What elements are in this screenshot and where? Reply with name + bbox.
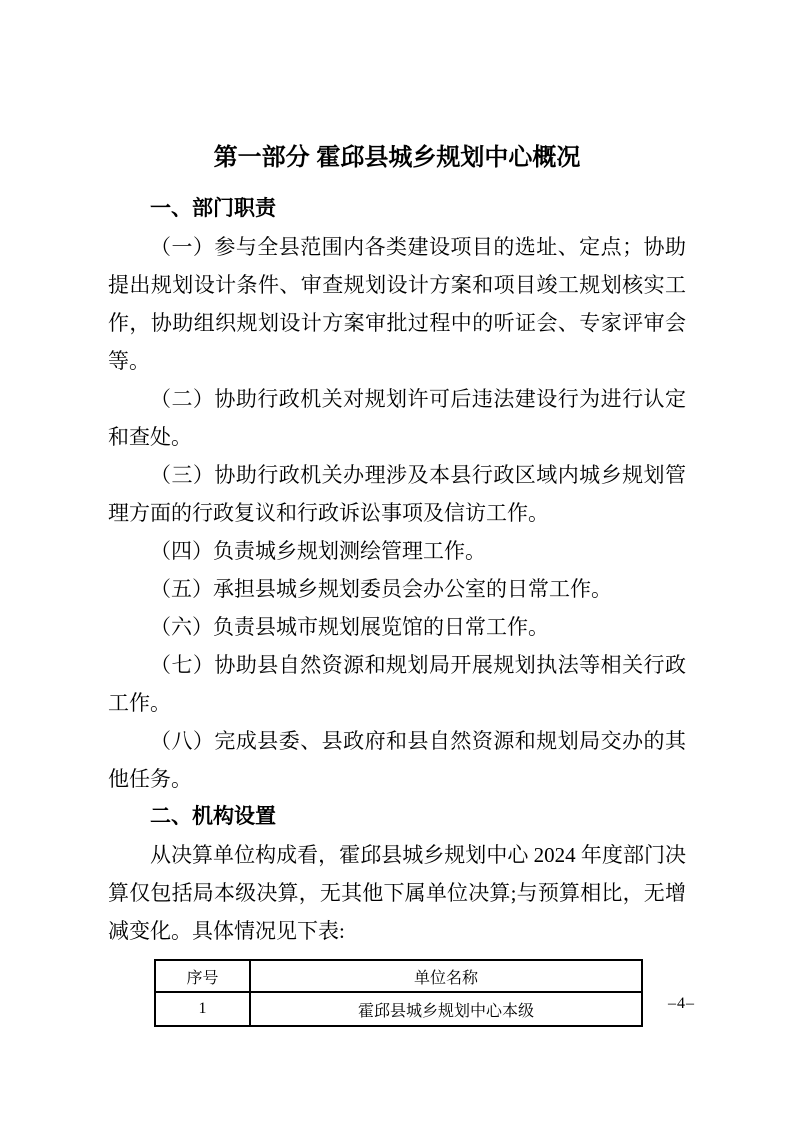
- content-area: [108, 143, 686, 1027]
- table-header-row: [155, 960, 642, 992]
- duty-paragraph-3: （三）协助行政机关办理涉及本县行政区域内城乡规划管理方面的行政复议和行政诉讼事项及信访工作。: [108, 463, 686, 525]
- page-number: –4–: [668, 995, 695, 1012]
- duty-paragraph-2: （二）协助行政机关对规划许可后违法建设行为进行认定和查处。: [108, 387, 686, 449]
- table-header-unit-name: 单位名称: [250, 960, 642, 992]
- section-heading-duties: 一、部门职责: [150, 197, 276, 220]
- duty-paragraph-1: （一）参与全县范围内各类建设项目的选址、定点；协助提出规划设计条件、审查规划设计方案和项目竣工规划核实工作，协助组织规划设计方案审批过程中的听证会、专家评审会等。: [108, 235, 686, 373]
- duty-paragraph-5: （五）承担县城乡规划委员会办公室的日常工作。: [150, 577, 612, 601]
- table-row: [155, 992, 642, 1026]
- table-cell-index: 1: [155, 992, 250, 1026]
- duty-paragraph-6: （六）负责县城市规划展览馆的日常工作。: [150, 615, 549, 639]
- table-cell-unit-name: 霍邱县城乡规划中心本级: [250, 992, 642, 1026]
- page-title: 第一部分 霍邱县城乡规划中心概况: [213, 144, 581, 171]
- section-heading-organization: 二、机构设置: [150, 805, 276, 828]
- table-header-index: 序号: [155, 960, 250, 992]
- units-table: [154, 959, 643, 1027]
- duty-paragraph-4: （四）负责城乡规划测绘管理工作。: [150, 539, 486, 563]
- organization-paragraph: 从决算单位构成看，霍邱县城乡规划中心 2024 年度部门决算仅包括局本级决算，无其他下属单位决算;与预算相比，无增减变化。具体情况见下表:: [108, 843, 686, 943]
- duty-paragraph-7: （七）协助县自然资源和规划局开展规划执法等相关行政工作。: [108, 653, 686, 715]
- duty-paragraph-8: （八）完成县委、县政府和县自然资源和规划局交办的其他任务。: [108, 729, 686, 791]
